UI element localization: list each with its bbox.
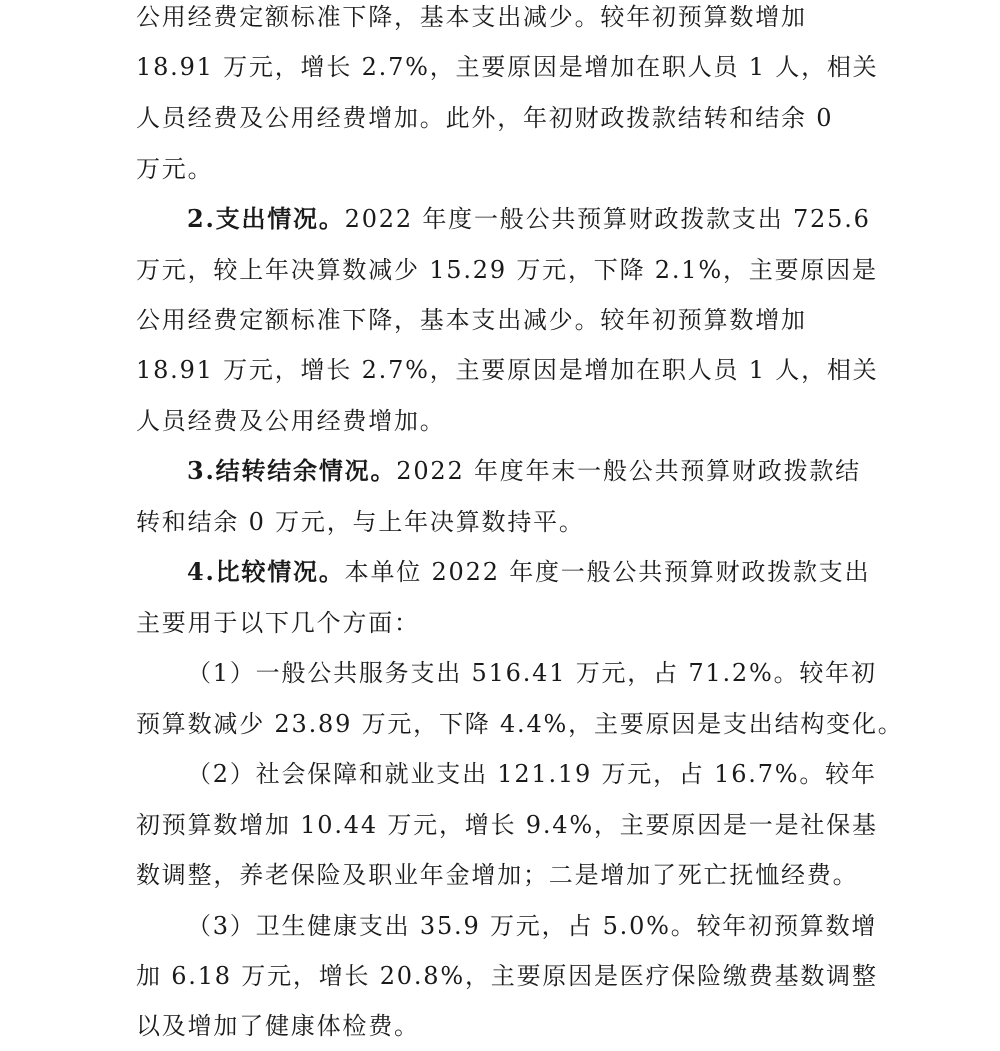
section-heading: 4.比较情况。 bbox=[187, 557, 345, 586]
list-item-line bbox=[187, 749, 877, 799]
line-text: 数调整，养老保险及职业年金增加；二是增加了死亡抚恤经费。 bbox=[136, 861, 859, 889]
line-text: 初预算数增加 10.44 万元，增长 9.4%，主要原因是一是社保基 bbox=[136, 811, 878, 839]
line-text: （3）卫生健康支出 35.9 万元，占 5.0%。较年初预算数增 bbox=[187, 912, 878, 940]
list-item-line bbox=[187, 901, 877, 951]
line-text: 18.91 万元，增长 2.7%，主要原因是增加在职人员 1 人，相关 bbox=[136, 53, 879, 81]
paragraph-line bbox=[136, 295, 807, 345]
paragraph-line bbox=[136, 497, 585, 547]
line-text: 转和结余 0 万元，与上年决算数持平。 bbox=[136, 508, 585, 536]
line-text: 以及增加了健康体检费。 bbox=[136, 1012, 420, 1040]
list-item-line bbox=[136, 1001, 420, 1051]
list-item-line bbox=[136, 850, 858, 900]
line-text: 人员经费及公用经费增加。此外，年初财政拨款结转和结余 0 bbox=[136, 104, 834, 132]
line-text: 加 6.18 万元，增长 20.8%，主要原因是医疗保险缴费基数调整 bbox=[136, 962, 878, 990]
line-text: （1）一般公共服务支出 516.41 万元，占 71.2%。较年初 bbox=[187, 659, 877, 687]
paragraph-line bbox=[187, 547, 870, 597]
paragraph-line bbox=[136, 144, 213, 194]
paragraph-line bbox=[136, 345, 878, 395]
section-heading: 2.支出情况。 bbox=[187, 204, 345, 233]
line-text: 本单位 2022 年度一般公共预算财政拨款支出 bbox=[344, 558, 871, 586]
list-item-line bbox=[136, 800, 878, 850]
line-text: 18.91 万元，增长 2.7%，主要原因是增加在职人员 1 人，相关 bbox=[136, 356, 879, 384]
line-text: 2022 年度一般公共预算财政拨款支出 725.6 bbox=[344, 205, 871, 233]
line-text: 公用经费定额标准下降，基本支出减少。较年初预算数增加 bbox=[136, 306, 807, 334]
list-item-line bbox=[136, 951, 878, 1001]
list-item-line bbox=[187, 648, 877, 698]
line-text: 主要用于以下几个方面： bbox=[136, 609, 420, 637]
line-text: 预算数减少 23.89 万元，下降 4.4%，主要原因是支出结构变化。 bbox=[136, 710, 904, 738]
paragraph-line bbox=[136, 0, 807, 42]
line-text: （2）社会保障和就业支出 121.19 万元，占 16.7%。较年 bbox=[187, 760, 877, 788]
line-text: 人员经费及公用经费增加。 bbox=[136, 407, 446, 435]
paragraph-line bbox=[136, 396, 446, 446]
line-text: 万元，较上年决算数减少 15.29 万元，下降 2.1%，主要原因是 bbox=[136, 256, 878, 284]
list-item-line bbox=[136, 699, 904, 749]
paragraph-line bbox=[136, 245, 878, 295]
line-text: 万元。 bbox=[136, 155, 214, 183]
paragraph-line bbox=[187, 446, 861, 496]
line-text: 2022 年度年末一般公共预算财政拨款结 bbox=[396, 457, 861, 485]
section-heading: 3.结转结余情况。 bbox=[187, 456, 397, 485]
paragraph-line bbox=[187, 194, 871, 244]
paragraph-line bbox=[136, 93, 833, 143]
paragraph-line bbox=[136, 42, 878, 92]
paragraph-line bbox=[136, 598, 420, 648]
line-text: 公用经费定额标准下降，基本支出减少。较年初预算数增加 bbox=[136, 3, 807, 31]
